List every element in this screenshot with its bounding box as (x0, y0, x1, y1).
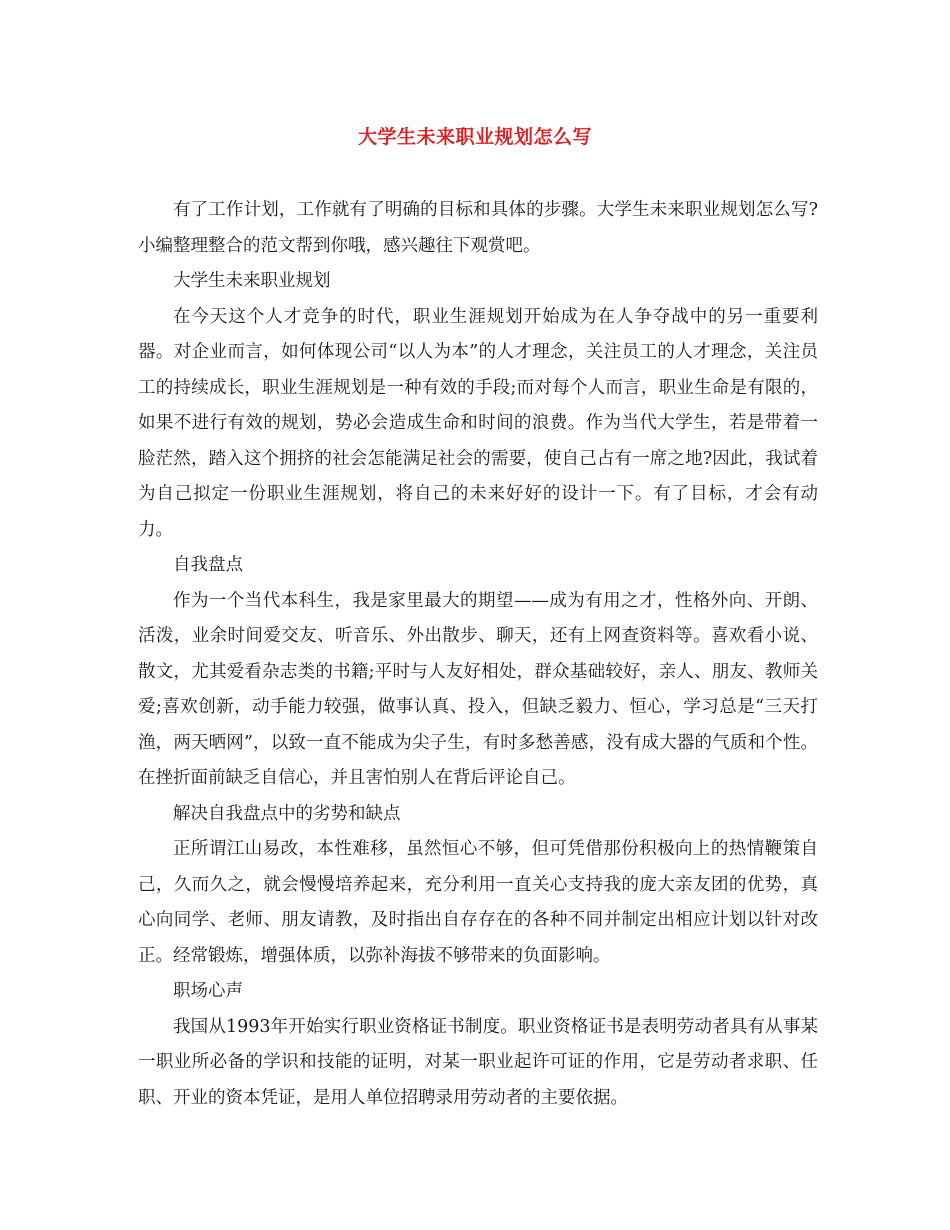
intro-paragraph: 有了工作计划，工作就有了明确的目标和具体的步骤。大学生未来职业规划怎么写?小编整理整合的范文帮到你哦，感兴趣往下观赏吧。 (138, 200, 818, 256)
workplace-paragraph: 我国从1993年开始实行职业资格证书制度。职业资格证书是表明劳动者具有从事某一职业所必备的学识和技能的证明，对某一职业起许可证的作用，它是劳动者求职、任职、开业的资本凭证，是用人单位招聘录用劳动者的主要依据。 (138, 1016, 818, 1108)
self-assessment-paragraph: 作为一个当代本科生，我是家里最大的期望——成为有用之才，性格外向、开朗、活泼，业余时间爱交友、听音乐、外出散步、聊天，还有上网查资料等。喜欢看小说、散文，尤其爱看杂志类的书籍;平时与人友好相处，群众基础较好，亲人、朋友、教师关爱;喜欢创新，动手能力较强，做事认真、投入，但缺乏毅力、恒心，学习总是“三天打渔，两天晒网”，以致一直不能成为尖子生，有时多愁善感，没有成大器的气质和个性。在挫折面前缺乏自信心，并且害怕别人在背后评论自己。 (138, 590, 818, 788)
section-heading-workplace: 职场心声 (173, 981, 243, 1001)
document-body (138, 193, 818, 1116)
section-heading-career-plan: 大学生未来职业规划 (173, 271, 331, 291)
career-plan-paragraph: 在今天这个人才竞争的时代，职业生涯规划开始成为在人争夺战中的另一重要利器。对企业而言，如何体现公司“以人为本”的人才理念，关注员工的人才理念，关注员工的持续成长，职业生涯规划是一种有效的手段;而对每个人而言，职业生命是有限的，如果不进行有效的规划，势必会造成生命和时间的浪费。作为当代大学生，若是带着一脸茫然，踏入这个拥挤的社会怎能满足社会的需要，使自己占有一席之地?因此，我试着为自己拟定一份职业生涯规划，将自己的未来好好的设计一下。有了目标，才会有动力。 (138, 306, 818, 540)
document-title: 大学生未来职业规划怎么写 (357, 126, 592, 148)
section-heading-self-assessment: 自我盘点 (173, 555, 243, 575)
section-heading-weaknesses: 解决自我盘点中的劣势和缺点 (173, 803, 401, 824)
weaknesses-paragraph: 正所谓江山易改，本性难移，虽然恒心不够，但可凭借那份积极向上的热情鞭策自己，久而久之，就会慢慢培养起来，充分利用一直关心支持我的庞大亲友团的优势，真心向同学、老师、朋友请教，及时指出自存存在的各种不同并制定出相应计划以针对改正。经常锻炼，增强体质，以弥补海拔不够带来的负面影响。 (138, 839, 818, 966)
